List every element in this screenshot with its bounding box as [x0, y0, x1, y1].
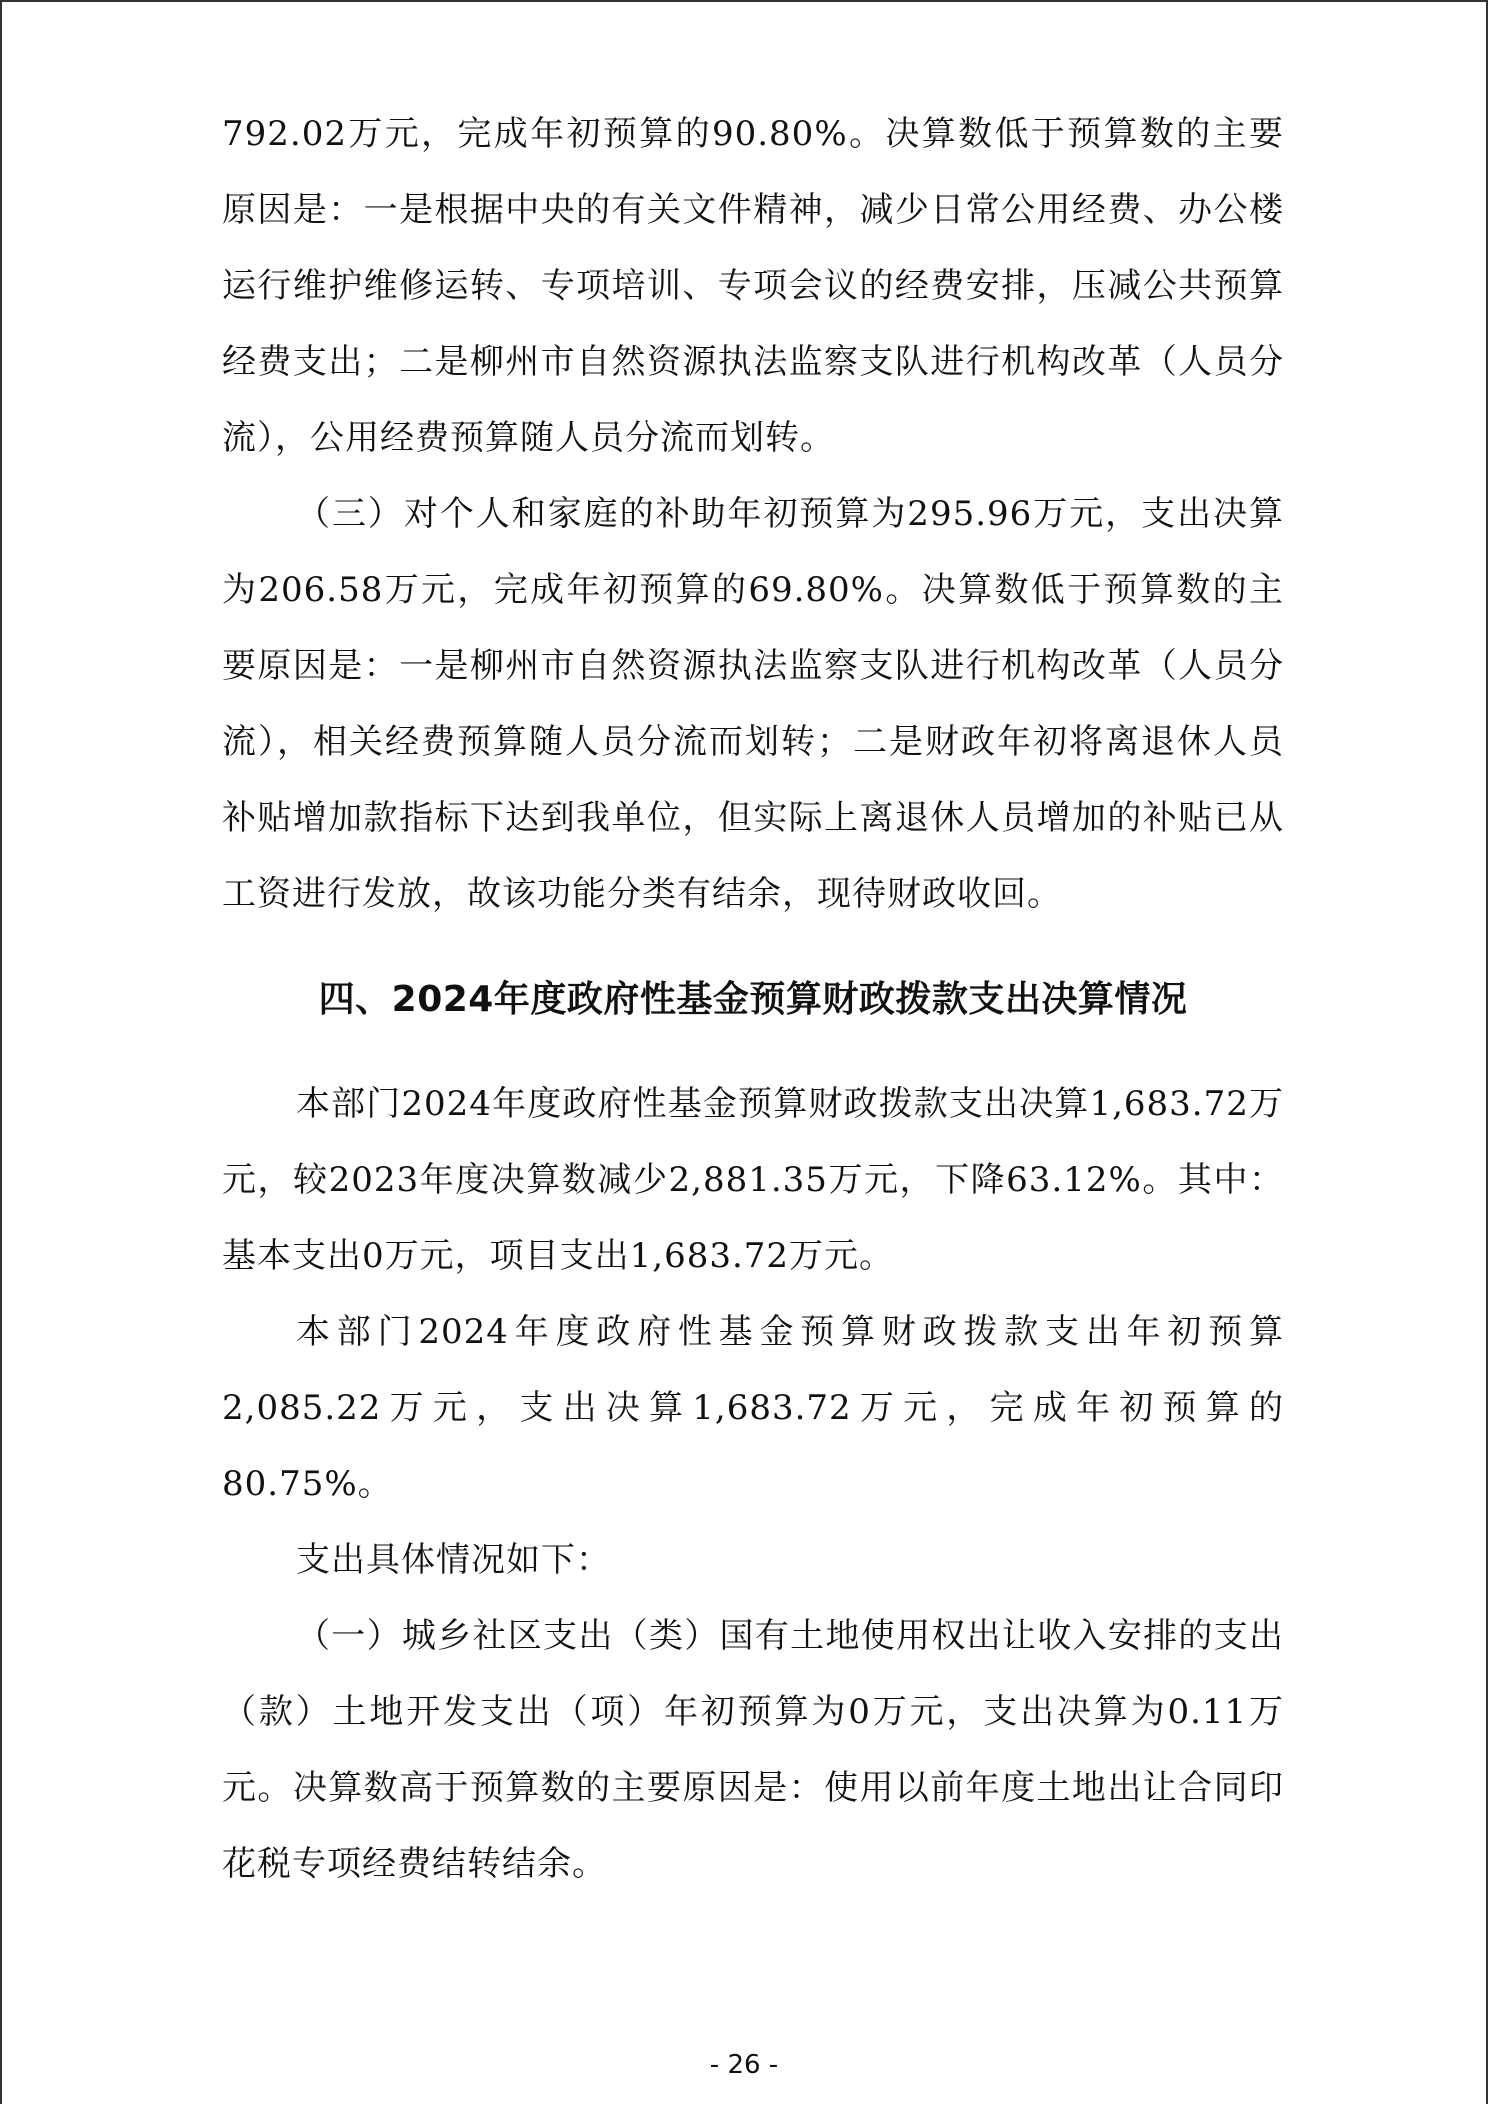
page-number: - 26 -: [709, 2050, 779, 2080]
paragraph-urban-rural-expenditure: （一）城乡社区支出（类）国有土地使用权出让收入安排的支出（款）土地开发支出（项）年初预算为0万元，支出决算为0.11万元。决算数高于预算数的主要原因是：使用以前年度土地出让合同印花税专项经费结转结余。: [222, 1616, 1284, 1884]
paragraph-details-intro: 支出具体情况如下：: [296, 1540, 611, 1580]
paragraph-fund-expenditure-summary: 本部门2024年度政府性基金预算财政拨款支出决算1,683.72万元，较2023年度决算数减少2,881.35万元，下降63.12%。其中：基本支出0万元，项目支出1,683.72万元。: [222, 1084, 1284, 1276]
paragraph-continued-budget: 792.02万元，完成年初预算的90.80%。决算数低于预算数的主要原因是：一是根据中央的有关文件精神，减少日常公用经费、办公楼运行维护维修运转、专项培训、专项会议的经费安排，压减公共预算经费支出；二是柳州市自然资源执法监察支队进行机构改革（人员分流），公用经费预算随人员分流而划转。: [222, 114, 1284, 458]
paragraph-fund-budget-completion: 本部门2024年度政府性基金预算财政拨款支出年初预算2,085.22万元，支出决算1,683.72万元，完成年初预算的80.75%。: [222, 1312, 1284, 1504]
paragraph-personal-family-subsidy: （三）对个人和家庭的补助年初预算为295.96万元，支出决算为206.58万元，完成年初预算的69.80%。决算数低于预算数的主要原因是：一是柳州市自然资源执法监察支队进行机构改革（人员分流），相关经费预算随人员分流而划转；二是财政年初将离退休人员补贴增加款指标下达到我单位，但实际上离退休人员增加的补贴已从工资进行发放，故该功能分类有结余，现待财政收回。: [222, 494, 1284, 914]
document-body: [222, 96, 1284, 1902]
section-heading: 四、2024年度政府性基金预算财政拨款支出决算情况: [318, 979, 1188, 1020]
